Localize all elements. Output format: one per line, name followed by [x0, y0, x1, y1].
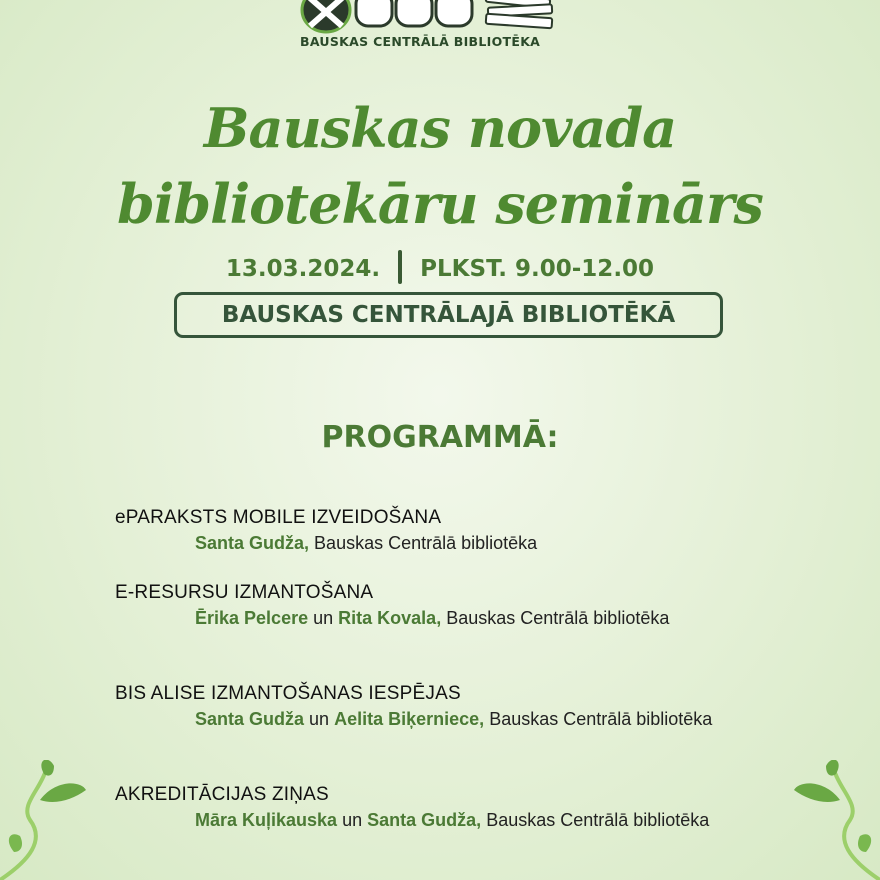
speaker-name: Santa Gudža [195, 709, 305, 729]
program-item [115, 580, 735, 630]
books-icon [486, 0, 553, 28]
event-date: 13.03.2024. [225, 256, 381, 282]
title-line-2: bibliotekāru seminārs [117, 172, 763, 236]
logo-emblem-icon [302, 0, 350, 32]
program-item-speakers [195, 531, 735, 555]
program-item-speakers [195, 606, 735, 630]
speaker-org: Bauskas Centrālā bibliotēka [314, 533, 538, 553]
speaker-name: Santa Gudža, [195, 533, 310, 553]
program-item [115, 681, 735, 731]
speaker-name: Rita Kovala, [338, 608, 442, 628]
speaker-name: Santa Gudža, [367, 810, 482, 830]
title-line-1: Bauskas novada [203, 96, 677, 160]
library-name: BAUSKAS CENTRĀLĀ BIBLIOTĒKA [300, 34, 541, 49]
speaker-name: Māra Kuļikauska [195, 810, 338, 830]
separator-bar [398, 250, 402, 284]
speaker-org: Bauskas Centrālā bibliotēka [446, 608, 670, 628]
program-item-speakers [195, 707, 735, 731]
speaker-conjunction: un [313, 608, 334, 628]
program-item-title: E-RESURSU IZMANTOŠANA [115, 582, 374, 603]
speaker-org: Bauskas Centrālā bibliotēka [486, 810, 710, 830]
speaker-conjunction: un [342, 810, 363, 830]
date-time-line [0, 250, 880, 284]
program-item [115, 782, 735, 832]
speaker-org: Bauskas Centrālā bibliotēka [489, 709, 713, 729]
speaker-conjunction: un [309, 709, 330, 729]
program-item-speakers [195, 808, 735, 832]
program-item-title: ePARAKSTS MOBILE IZVEIDOŠANA [115, 507, 442, 528]
vine-left-icon [0, 760, 100, 880]
vine-right-icon [780, 760, 880, 880]
program-item [115, 505, 735, 555]
venue-badge: BAUSKAS CENTRĀLAJĀ BIBLIOTĒKĀ [174, 292, 723, 338]
program-item-title: AKREDITĀCIJAS ZIŅAS [115, 784, 329, 805]
program-item-title: BIS ALISE IZMANTOŠANAS IESPĒJAS [115, 683, 461, 704]
program-heading: PROGRAMMĀ: [321, 420, 559, 455]
event-time: PLKST. 9.00-12.00 [420, 256, 655, 282]
speaker-name: Ērika Pelcere [195, 608, 309, 628]
speaker-name: Aelita Biķerniece, [334, 709, 485, 729]
logo-letters-icon [356, 0, 472, 26]
